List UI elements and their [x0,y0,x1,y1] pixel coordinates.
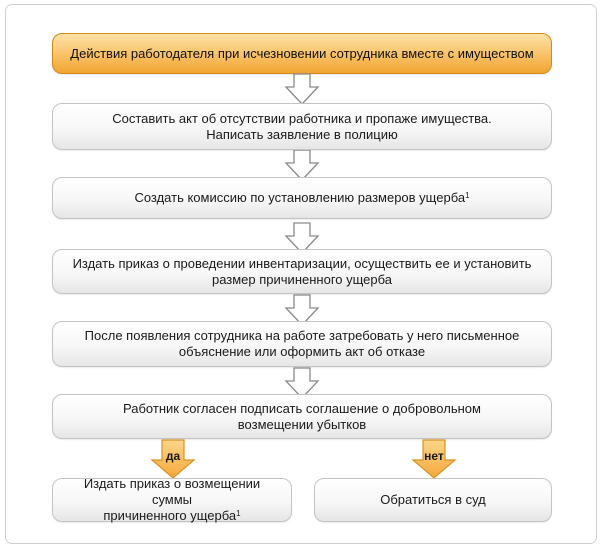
yes-result-footnote-mark: 1 [236,509,241,518]
yes-result-box [52,478,292,522]
step-3-line-1: Издать приказ о проведении инвентаризации, осуществить ее и установить [72,255,532,271]
step-4-box [52,321,552,367]
step-1-line-1: Составить акт об отсутствии работника и пропаже имущества. [112,110,492,126]
no-label: нет [424,449,444,463]
step-3-line-2: размер причиненного ущерба [211,271,393,287]
flowchart-title [52,33,552,74]
step-5-line-2: возмещении убытков [237,416,367,432]
step-3-box [52,249,552,294]
step-2-text: Создать комиссию по установлению размеров ущерба [134,190,466,205]
no-result-text: Обратиться в суд [380,492,486,507]
title-text: Действия работодателя при исчезновении сотрудника вместе с имуществом [70,45,534,61]
yes-result-line-1: Издать приказ о возмещении суммы [83,476,261,507]
step-5-box [52,394,552,439]
step-4-line-1: После появления сотрудника на работе затребовать у него письменное [84,328,520,343]
step-2-footnote-mark: 1 [465,191,470,200]
step-4-line-2: объяснение или оформить акт об отказе [178,344,426,359]
step-1-box [52,103,552,150]
step-2-box [52,177,552,219]
step-5-line-1: Работник согласен подписать соглашение о добровольном [123,400,481,416]
step-1-line-2: Написать заявление в полицию [206,126,398,142]
down-arrow-1 [284,73,320,105]
yes-result-line-2: причиненного ущерба [103,508,237,523]
no-result-box [314,478,552,522]
yes-label: да [165,449,181,463]
